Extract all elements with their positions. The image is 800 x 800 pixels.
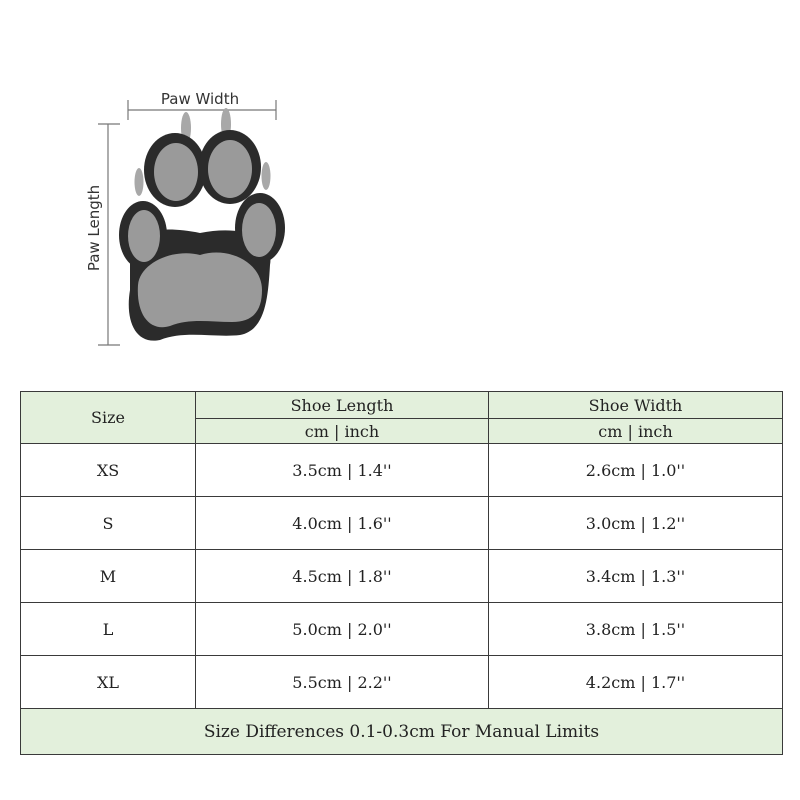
size-cell: XS (21, 444, 196, 497)
size-difference-note: Size Differences 0.1-0.3cm For Manual Limits (21, 709, 783, 755)
length-units-header: cm | inch (196, 419, 489, 444)
size-header: Size (21, 392, 196, 444)
paw-icon (119, 108, 285, 341)
size-chart-table (20, 391, 783, 755)
width-cell: 3.0cm | 1.2'' (489, 497, 783, 550)
size-cell: L (21, 603, 196, 656)
length-cell: 4.0cm | 1.6'' (196, 497, 489, 550)
table-row (21, 656, 783, 709)
width-cell: 4.2cm | 1.7'' (489, 656, 783, 709)
shoe-length-header: Shoe Length (196, 392, 489, 419)
paw-width-label: Paw Width (160, 90, 240, 108)
length-cell: 5.0cm | 2.0'' (196, 603, 489, 656)
table-row (21, 444, 783, 497)
size-cell: M (21, 550, 196, 603)
length-cell: 3.5cm | 1.4'' (196, 444, 489, 497)
table-row (21, 497, 783, 550)
paw-diagram (0, 0, 800, 360)
length-cell: 4.5cm | 1.8'' (196, 550, 489, 603)
paw-length-label: Paw Length (85, 184, 103, 272)
table-row (21, 603, 783, 656)
width-cell: 2.6cm | 1.0'' (489, 444, 783, 497)
width-units-header: cm | inch (489, 419, 783, 444)
table-row (21, 550, 783, 603)
shoe-width-header: Shoe Width (489, 392, 783, 419)
width-cell: 3.8cm | 1.5'' (489, 603, 783, 656)
length-cell: 5.5cm | 2.2'' (196, 656, 489, 709)
size-cell: S (21, 497, 196, 550)
width-cell: 3.4cm | 1.3'' (489, 550, 783, 603)
size-cell: XL (21, 656, 196, 709)
